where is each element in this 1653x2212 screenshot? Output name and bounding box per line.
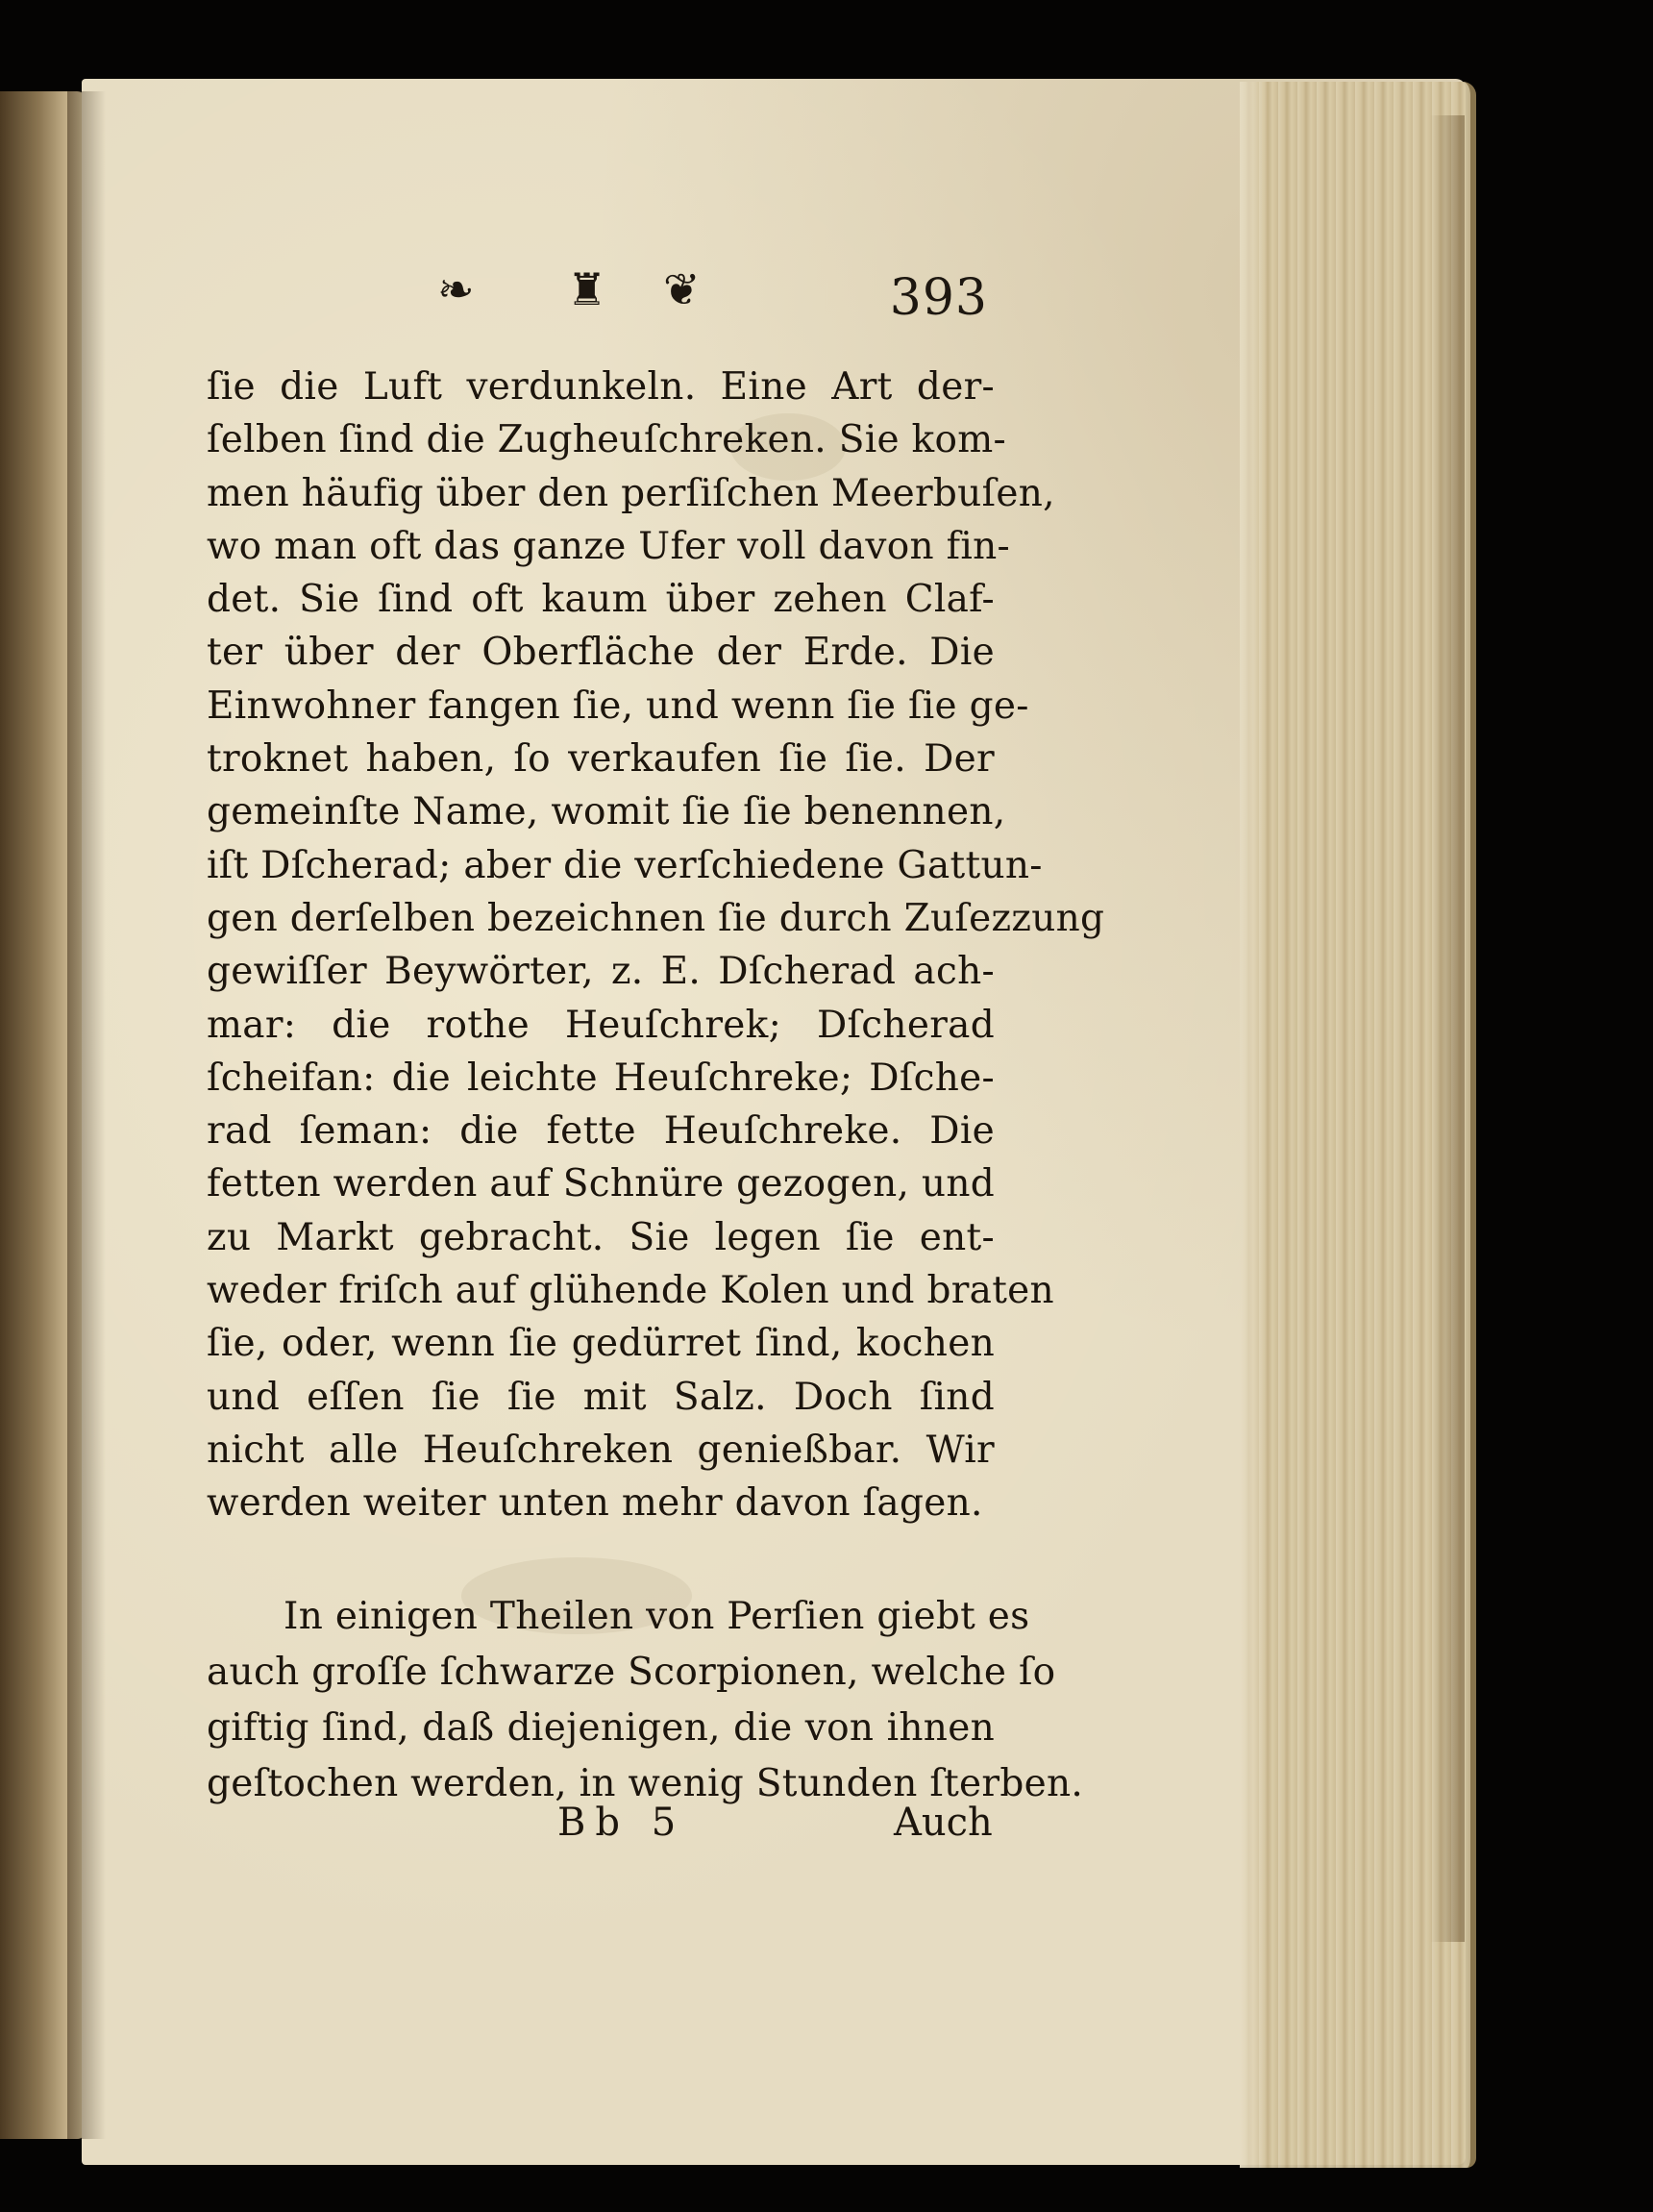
- text-line: rad ſeman: die fette Heuſchreke. Die: [207, 1109, 995, 1154]
- signature-mark: Bb 5: [557, 1801, 686, 1845]
- page-edge-shadow: [1430, 115, 1465, 1942]
- text-line: nicht alle Heuſchreken genießbar. Wir: [207, 1428, 995, 1472]
- header-ornament-center: ♜: [567, 263, 607, 315]
- header-ornament-left: ❧: [437, 263, 475, 315]
- text-line: mar: die rothe Heuſchrek; Dſcherad: [207, 1003, 995, 1047]
- text-line: und eſſen ſie ſie mit Salz. Doch ſind: [207, 1375, 995, 1419]
- text-line: det. Sie ſind oft kaum über zehen Claf-: [207, 578, 995, 622]
- text-line: In einigen Theilen von Perſien giebt es: [284, 1595, 1030, 1638]
- paragraph-1: [207, 360, 1105, 1530]
- text-line: auch groſſe ſchwarze Scorpionen, welche ſo: [207, 1651, 1056, 1694]
- text-line: geſtochen werden, in wenig Stunden ſterben.: [207, 1762, 1084, 1805]
- text-line: ſie die Luft verdunkeln. Eine Art der-: [207, 365, 995, 409]
- text-line: werden weiter unten mehr davon ſagen.: [207, 1481, 983, 1526]
- text-line: men häufig über den perſiſchen Meerbuſen,: [207, 471, 1055, 515]
- text-line: troknet haben, ſo verkaufen ſie ſie. Der: [207, 737, 995, 782]
- text-line: zu Markt gebracht. Sie legen ſie ent-: [207, 1215, 995, 1259]
- text-line: weder friſch auf glühende Kolen und braten: [207, 1269, 1054, 1313]
- text-line: gewiſſer Beywörter, z. E. Dſcherad ach-: [207, 950, 995, 994]
- text-line: fetten werden auf Schnüre gezogen, und: [207, 1162, 995, 1206]
- text-line: ſie, oder, wenn ſie gedürret ſind, kochen: [207, 1322, 995, 1366]
- spine-shadow: [67, 91, 106, 2139]
- text-line: iſt Dſcherad; aber die verſchiedene Gattun-: [207, 843, 1043, 887]
- text-line: Einwohner fangen ſie, und wenn ſie ſie ge-: [207, 683, 1029, 728]
- header-ornament-right: ❦: [663, 263, 701, 315]
- text-line: ter über der Oberfläche der Erde. Die: [207, 631, 995, 675]
- text-line: giftig ſind, daß diejenigen, die von ihnen: [207, 1706, 995, 1750]
- catchword: Auch: [894, 1801, 993, 1845]
- text-line: ſcheifan: die leichte Heuſchreke; Dſche-: [207, 1056, 995, 1100]
- text-line: ſelben ſind die Zugheuſchreken. Sie kom-: [207, 418, 1007, 462]
- text-line: gemeinſte Name, womit ſie ſie benennen,: [207, 790, 1006, 834]
- paragraph-2: [207, 1589, 1084, 1812]
- text-line: gen derſelben bezeichnen ſie durch Zuſezzung: [207, 896, 1105, 940]
- page-number: 393: [889, 269, 988, 327]
- text-line: wo man oft das ganze Ufer voll davon fin-: [207, 524, 1011, 568]
